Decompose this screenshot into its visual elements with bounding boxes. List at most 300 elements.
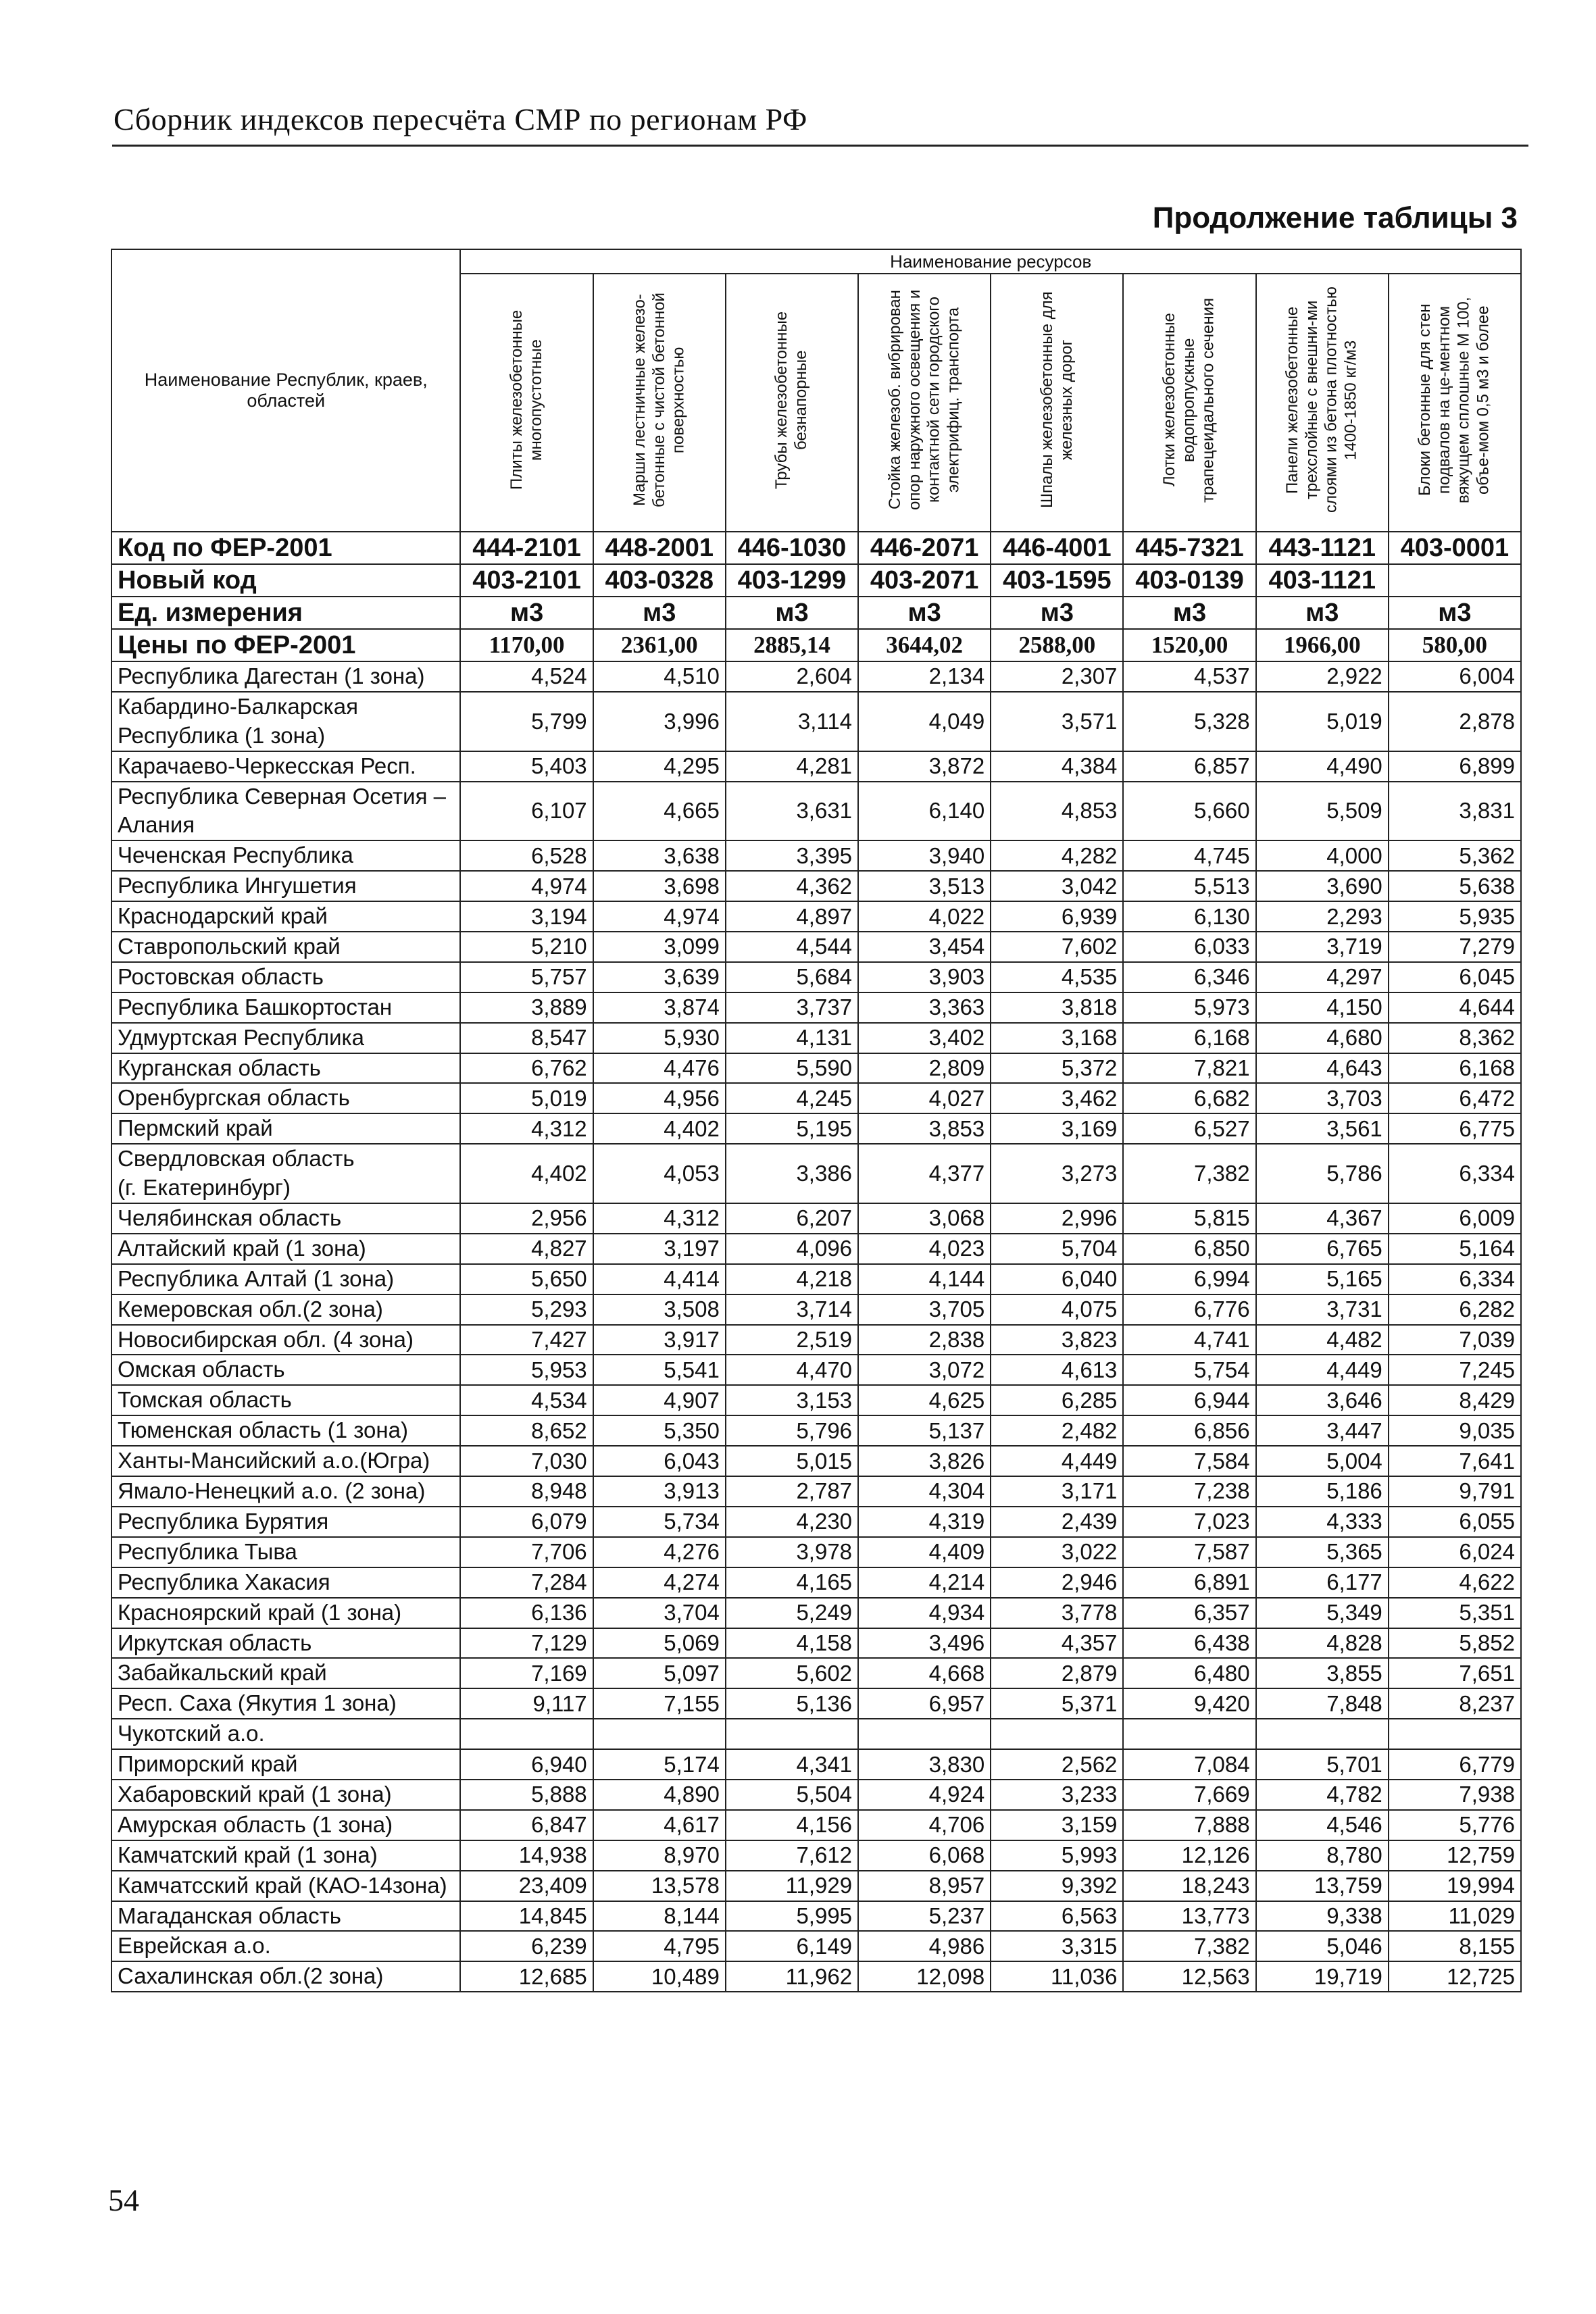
index-value: 6,563 [991, 1901, 1123, 1932]
meta-cell: 403-0139 [1123, 564, 1255, 597]
index-value: 6,004 [1389, 661, 1521, 692]
index-value: 4,524 [460, 661, 593, 692]
meta-cell: 443-1121 [1256, 532, 1389, 564]
meta-cell: 2885,14 [726, 629, 858, 661]
index-value [726, 1719, 858, 1749]
meta-cell: 2361,00 [593, 629, 726, 661]
table-row [111, 1294, 1521, 1325]
unit-row [111, 597, 1521, 629]
index-value: 5,371 [991, 1688, 1123, 1719]
table-row [111, 661, 1521, 692]
index-value: 3,705 [858, 1294, 991, 1325]
index-value: 3,903 [858, 962, 991, 992]
index-value: 6,177 [1256, 1567, 1389, 1598]
index-value: 6,040 [991, 1264, 1123, 1294]
index-value: 5,069 [593, 1628, 726, 1659]
resource-column-header [1389, 274, 1521, 532]
index-value: 6,168 [1389, 1053, 1521, 1084]
table-row [111, 1355, 1521, 1385]
index-value: 5,136 [726, 1688, 858, 1719]
index-value: 3,363 [858, 992, 991, 1023]
index-value: 3,153 [726, 1385, 858, 1415]
index-value: 4,986 [858, 1931, 991, 1961]
table-row [111, 1719, 1521, 1749]
index-value: 6,079 [460, 1507, 593, 1537]
region-name: Республика Дагестан (1 зона) [111, 661, 460, 692]
index-value: 6,472 [1389, 1083, 1521, 1113]
region-name: Новосибирская обл. (4 зона) [111, 1325, 460, 1355]
meta-cell: 446-1030 [726, 532, 858, 564]
index-value: 6,850 [1123, 1234, 1255, 1264]
table-row [111, 1507, 1521, 1537]
index-value: 4,449 [991, 1446, 1123, 1476]
index-value: 7,023 [1123, 1507, 1255, 1537]
index-value: 4,534 [460, 1385, 593, 1415]
table-row [111, 871, 1521, 901]
index-value: 5,195 [726, 1113, 858, 1144]
region-name: Респ. Саха (Якутия 1 зона) [111, 1688, 460, 1719]
index-value: 7,382 [1123, 1144, 1255, 1203]
index-value: 7,587 [1123, 1537, 1255, 1567]
meta-cell: м3 [858, 597, 991, 629]
index-value: 4,096 [726, 1234, 858, 1264]
index-value: 13,759 [1256, 1871, 1389, 1901]
table-continuation-label: Продолжение таблицы 3 [1152, 201, 1518, 234]
meta-cell: 403-1595 [991, 564, 1123, 597]
index-value: 5,504 [726, 1780, 858, 1810]
index-value: 4,974 [593, 901, 726, 932]
index-value: 9,035 [1389, 1415, 1521, 1446]
index-value: 4,150 [1256, 992, 1389, 1023]
region-name: Республика Бурятия [111, 1507, 460, 1537]
index-value: 7,030 [460, 1446, 593, 1476]
region-name: Чеченская Республика [111, 840, 460, 871]
index-value: 4,449 [1256, 1355, 1389, 1385]
index-value: 2,519 [726, 1325, 858, 1355]
index-value: 5,372 [991, 1053, 1123, 1084]
index-value: 7,888 [1123, 1810, 1255, 1840]
index-value: 3,168 [991, 1023, 1123, 1053]
resource-column-header [991, 274, 1123, 532]
meta-cell: 403-0328 [593, 564, 726, 597]
index-value: 4,000 [1256, 840, 1389, 871]
index-value: 5,776 [1389, 1810, 1521, 1840]
index-value: 3,996 [593, 692, 726, 751]
index-value: 5,365 [1256, 1537, 1389, 1567]
table-row [111, 1810, 1521, 1840]
table-row [111, 1688, 1521, 1719]
index-value: 4,409 [858, 1537, 991, 1567]
index-value: 5,237 [858, 1901, 991, 1932]
resource-column-header-text: Блоки бетонные для стен подвалов на це-ментном вяжущем сплошные М 100, объе-мом 0,5 м3 и более [1416, 297, 1493, 503]
index-value: 6,024 [1389, 1537, 1521, 1567]
resource-column-header [593, 274, 726, 532]
index-value: 3,194 [460, 901, 593, 932]
index-value: 4,613 [991, 1355, 1123, 1385]
index-value: 4,974 [460, 871, 593, 901]
index-value: 6,239 [460, 1931, 593, 1961]
meta-row-label: Новый код [111, 564, 460, 597]
region-name: Чукотский а.о. [111, 1719, 460, 1749]
region-name: Иркутская область [111, 1628, 460, 1659]
index-value: 5,993 [991, 1840, 1123, 1871]
index-value: 5,164 [1389, 1234, 1521, 1264]
index-value: 4,312 [593, 1203, 726, 1234]
index-value: 4,897 [726, 901, 858, 932]
index-value: 11,929 [726, 1871, 858, 1901]
index-value: 12,685 [460, 1961, 593, 1992]
index-value: 3,639 [593, 962, 726, 992]
index-value: 3,315 [991, 1931, 1123, 1961]
index-value: 3,638 [593, 840, 726, 871]
index-value: 4,295 [593, 751, 726, 782]
page-number: 54 [108, 2183, 139, 2217]
meta-cell: м3 [1256, 597, 1389, 629]
index-value: 4,544 [726, 932, 858, 962]
resource-column-header-text: Стойка железоб. вибрирован опор наружного освещения и контактной сети городского электрифиц. транспорта [885, 289, 962, 511]
region-name: Магаданская область [111, 1901, 460, 1932]
meta-cell: 403-2071 [858, 564, 991, 597]
resource-column-header-text: Трубы железобетонные безнапорные [772, 311, 810, 489]
index-value: 6,856 [1123, 1415, 1255, 1446]
index-value: 2,787 [726, 1476, 858, 1507]
index-value: 3,169 [991, 1113, 1123, 1144]
index-value: 3,462 [991, 1083, 1123, 1113]
index-value: 3,068 [858, 1203, 991, 1234]
table-row [111, 962, 1521, 992]
index-value: 3,072 [858, 1355, 991, 1385]
meta-cell: м3 [1389, 597, 1521, 629]
index-value: 3,571 [991, 692, 1123, 751]
index-value: 5,650 [460, 1264, 593, 1294]
index-value: 6,334 [1389, 1144, 1521, 1203]
index-value: 5,796 [726, 1415, 858, 1446]
index-value: 2,134 [858, 661, 991, 692]
index-value: 19,994 [1389, 1871, 1521, 1901]
header-rule [112, 145, 1528, 147]
index-value: 4,535 [991, 962, 1123, 992]
index-value: 5,973 [1123, 992, 1255, 1023]
index-value: 6,043 [593, 1446, 726, 1476]
index-value: 4,665 [593, 782, 726, 841]
index-value: 8,144 [593, 1901, 726, 1932]
index-value: 11,029 [1389, 1901, 1521, 1932]
index-value: 6,033 [1123, 932, 1255, 962]
index-value: 4,537 [1123, 661, 1255, 692]
index-value: 3,889 [460, 992, 593, 1023]
index-value: 4,827 [460, 1234, 593, 1264]
index-value: 5,165 [1256, 1264, 1389, 1294]
index-value: 7,651 [1389, 1658, 1521, 1688]
index-value: 8,362 [1389, 1023, 1521, 1053]
region-name: Еврейская а.о. [111, 1931, 460, 1961]
table-row [111, 1780, 1521, 1810]
index-value: 5,210 [460, 932, 593, 962]
index-value: 4,956 [593, 1083, 726, 1113]
index-value: 7,427 [460, 1325, 593, 1355]
table-row [111, 1385, 1521, 1415]
index-value: 6,168 [1123, 1023, 1255, 1053]
index-value: 2,879 [991, 1658, 1123, 1688]
index-value: 3,704 [593, 1598, 726, 1628]
index-value: 7,284 [460, 1567, 593, 1598]
index-value: 19,719 [1256, 1961, 1389, 1992]
region-name: Республика Северная Осетия – Алания [111, 782, 460, 841]
index-value: 6,940 [460, 1749, 593, 1780]
index-value: 5,660 [1123, 782, 1255, 841]
index-value: 5,935 [1389, 901, 1521, 932]
index-value: 4,745 [1123, 840, 1255, 871]
index-value: 4,853 [991, 782, 1123, 841]
resource-column-header-text: Панели железобетонные трехслойные с внешни-ми слоями из бетона плотностью 1400-1850 кг/м3 [1283, 286, 1360, 513]
index-value: 6,149 [726, 1931, 858, 1961]
index-value: 11,962 [726, 1961, 858, 1992]
table-row [111, 1476, 1521, 1507]
index-value: 4,274 [593, 1567, 726, 1598]
table-row [111, 751, 1521, 782]
index-value: 5,888 [460, 1780, 593, 1810]
table-row [111, 692, 1521, 751]
index-value: 4,622 [1389, 1567, 1521, 1598]
index-value: 6,994 [1123, 1264, 1255, 1294]
index-value: 3,831 [1389, 782, 1521, 841]
index-value: 7,279 [1389, 932, 1521, 962]
index-value: 9,117 [460, 1688, 593, 1719]
index-value: 4,312 [460, 1113, 593, 1144]
index-value: 3,978 [726, 1537, 858, 1567]
index-value: 4,367 [1256, 1203, 1389, 1234]
index-value: 5,015 [726, 1446, 858, 1476]
index-value: 4,782 [1256, 1780, 1389, 1810]
region-name: Республика Ингушетия [111, 871, 460, 901]
table-row [111, 1264, 1521, 1294]
index-value [593, 1719, 726, 1749]
index-value: 3,513 [858, 871, 991, 901]
index-value: 5,097 [593, 1658, 726, 1688]
region-name: Краснодарский край [111, 901, 460, 932]
index-value: 3,022 [991, 1537, 1123, 1567]
index-value: 18,243 [1123, 1871, 1255, 1901]
index-value: 4,362 [726, 871, 858, 901]
index-value: 3,508 [593, 1294, 726, 1325]
index-value: 5,754 [1123, 1355, 1255, 1385]
index-value: 4,297 [1256, 962, 1389, 992]
index-value: 6,009 [1389, 1203, 1521, 1234]
index-value: 6,282 [1389, 1294, 1521, 1325]
index-value: 10,489 [593, 1961, 726, 1992]
table-row [111, 1901, 1521, 1932]
index-value: 6,847 [460, 1810, 593, 1840]
index-value: 7,612 [726, 1840, 858, 1871]
index-value: 4,470 [726, 1355, 858, 1385]
index-value: 7,938 [1389, 1780, 1521, 1810]
index-value: 4,276 [593, 1537, 726, 1567]
index-value: 4,680 [1256, 1023, 1389, 1053]
index-value: 7,155 [593, 1688, 726, 1719]
index-value: 3,872 [858, 751, 991, 782]
index-value: 4,230 [726, 1507, 858, 1537]
index-value: 2,482 [991, 1415, 1123, 1446]
index-value: 7,602 [991, 932, 1123, 962]
index-value: 8,547 [460, 1023, 593, 1053]
index-value: 2,996 [991, 1203, 1123, 1234]
meta-cell: 445-7321 [1123, 532, 1255, 564]
index-value: 6,891 [1123, 1567, 1255, 1598]
index-value: 3,402 [858, 1023, 991, 1053]
index-value: 5,953 [460, 1355, 593, 1385]
meta-cell: 446-4001 [991, 532, 1123, 564]
index-value: 5,293 [460, 1294, 593, 1325]
region-name: Удмуртская Республика [111, 1023, 460, 1053]
index-value: 5,046 [1256, 1931, 1389, 1961]
region-name: Камчатский край (1 зона) [111, 1840, 460, 1871]
region-name: Карачаево-Черкесская Респ. [111, 751, 460, 782]
table-row [111, 1203, 1521, 1234]
index-value: 4,158 [726, 1628, 858, 1659]
region-name: Алтайский край (1 зона) [111, 1234, 460, 1264]
index-value: 9,338 [1256, 1901, 1389, 1932]
index-value: 4,546 [1256, 1810, 1389, 1840]
region-name: Хабаровский край (1 зона) [111, 1780, 460, 1810]
index-value: 4,341 [726, 1749, 858, 1780]
index-value: 3,159 [991, 1810, 1123, 1840]
index-value: 6,944 [1123, 1385, 1255, 1415]
index-value: 5,174 [593, 1749, 726, 1780]
index-value: 3,855 [1256, 1658, 1389, 1688]
index-value: 4,131 [726, 1023, 858, 1053]
table-row [111, 1871, 1521, 1901]
table-row [111, 1023, 1521, 1053]
index-value: 4,053 [593, 1144, 726, 1203]
index-value: 2,946 [991, 1567, 1123, 1598]
index-value: 5,602 [726, 1658, 858, 1688]
index-value: 5,815 [1123, 1203, 1255, 1234]
region-name: Приморский край [111, 1749, 460, 1780]
index-table [111, 249, 1522, 1992]
index-value: 8,948 [460, 1476, 593, 1507]
region-name: Кабардино-Балкарская Республика (1 зона) [111, 692, 460, 751]
index-value: 5,362 [1389, 840, 1521, 871]
index-value: 6,055 [1389, 1507, 1521, 1537]
index-value: 3,646 [1256, 1385, 1389, 1415]
table-row [111, 1840, 1521, 1871]
index-value: 6,068 [858, 1840, 991, 1871]
index-value: 7,706 [460, 1537, 593, 1567]
index-value: 5,004 [1256, 1446, 1389, 1476]
meta-cell: м3 [460, 597, 593, 629]
region-name: Республика Алтай (1 зона) [111, 1264, 460, 1294]
index-value: 3,386 [726, 1144, 858, 1203]
index-value: 7,039 [1389, 1325, 1521, 1355]
index-value: 5,351 [1389, 1598, 1521, 1628]
index-value: 4,049 [858, 692, 991, 751]
region-name: Омская область [111, 1355, 460, 1385]
index-value: 4,402 [593, 1113, 726, 1144]
index-value: 12,098 [858, 1961, 991, 1992]
index-value: 3,690 [1256, 871, 1389, 901]
index-value: 7,584 [1123, 1446, 1255, 1476]
index-value: 6,357 [1123, 1598, 1255, 1628]
new-code-row [111, 564, 1521, 597]
region-name: Свердловская область (г. Екатеринбург) [111, 1144, 460, 1203]
index-value: 5,852 [1389, 1628, 1521, 1659]
index-value: 4,022 [858, 901, 991, 932]
region-name: Сахалинская обл.(2 зона) [111, 1961, 460, 1992]
index-value: 3,874 [593, 992, 726, 1023]
index-value [991, 1719, 1123, 1749]
table-row [111, 992, 1521, 1023]
meta-row-label: Цены по ФЕР-2001 [111, 629, 460, 661]
region-column-header: Наименование Республик, краев, областей [111, 249, 460, 532]
resource-column-header-text: Лотки железобетонные водопропускные трапецеидального сечения [1160, 297, 1218, 503]
index-value: 6,528 [460, 840, 593, 871]
index-value: 11,036 [991, 1961, 1123, 1992]
meta-cell: 1170,00 [460, 629, 593, 661]
index-value: 7,238 [1123, 1476, 1255, 1507]
table-row [111, 1234, 1521, 1264]
index-value: 6,130 [1123, 901, 1255, 932]
index-value: 6,334 [1389, 1264, 1521, 1294]
index-value: 5,799 [460, 692, 593, 751]
index-value: 3,171 [991, 1476, 1123, 1507]
index-value: 5,019 [1256, 692, 1389, 751]
index-value: 5,590 [726, 1053, 858, 1084]
meta-row-label: Ед. измерения [111, 597, 460, 629]
index-value: 4,384 [991, 751, 1123, 782]
index-value: 14,845 [460, 1901, 593, 1932]
region-name: Ставропольский край [111, 932, 460, 962]
meta-cell: 580,00 [1389, 629, 1521, 661]
index-value: 5,995 [726, 1901, 858, 1932]
index-value: 3,778 [991, 1598, 1123, 1628]
index-value: 4,027 [858, 1083, 991, 1113]
index-value: 3,099 [593, 932, 726, 962]
index-value: 4,643 [1256, 1053, 1389, 1084]
index-value: 3,698 [593, 871, 726, 901]
index-value [1123, 1719, 1255, 1749]
index-value: 5,701 [1256, 1749, 1389, 1780]
index-value: 4,304 [858, 1476, 991, 1507]
resources-group-header: Наименование ресурсов [460, 249, 1521, 274]
index-value [858, 1719, 991, 1749]
region-name: Ямало-Ненецкий а.о. (2 зона) [111, 1476, 460, 1507]
index-value: 6,957 [858, 1688, 991, 1719]
index-value: 5,328 [1123, 692, 1255, 751]
index-value: 2,922 [1256, 661, 1389, 692]
index-value: 5,137 [858, 1415, 991, 1446]
index-value: 5,186 [1256, 1476, 1389, 1507]
index-value: 4,828 [1256, 1628, 1389, 1659]
index-value: 7,669 [1123, 1780, 1255, 1810]
index-value: 7,169 [460, 1658, 593, 1688]
index-value: 3,714 [726, 1294, 858, 1325]
index-value [1389, 1719, 1521, 1749]
index-value: 8,970 [593, 1840, 726, 1871]
index-value: 4,377 [858, 1144, 991, 1203]
index-value: 7,641 [1389, 1446, 1521, 1476]
index-value: 3,395 [726, 840, 858, 871]
index-value: 8,780 [1256, 1840, 1389, 1871]
index-value: 4,402 [460, 1144, 593, 1203]
index-value: 3,826 [858, 1446, 991, 1476]
table-row [111, 782, 1521, 841]
index-value: 7,848 [1256, 1688, 1389, 1719]
table-row [111, 1931, 1521, 1961]
index-value: 5,638 [1389, 871, 1521, 901]
index-value: 4,617 [593, 1810, 726, 1840]
index-value: 3,818 [991, 992, 1123, 1023]
index-value: 5,249 [726, 1598, 858, 1628]
